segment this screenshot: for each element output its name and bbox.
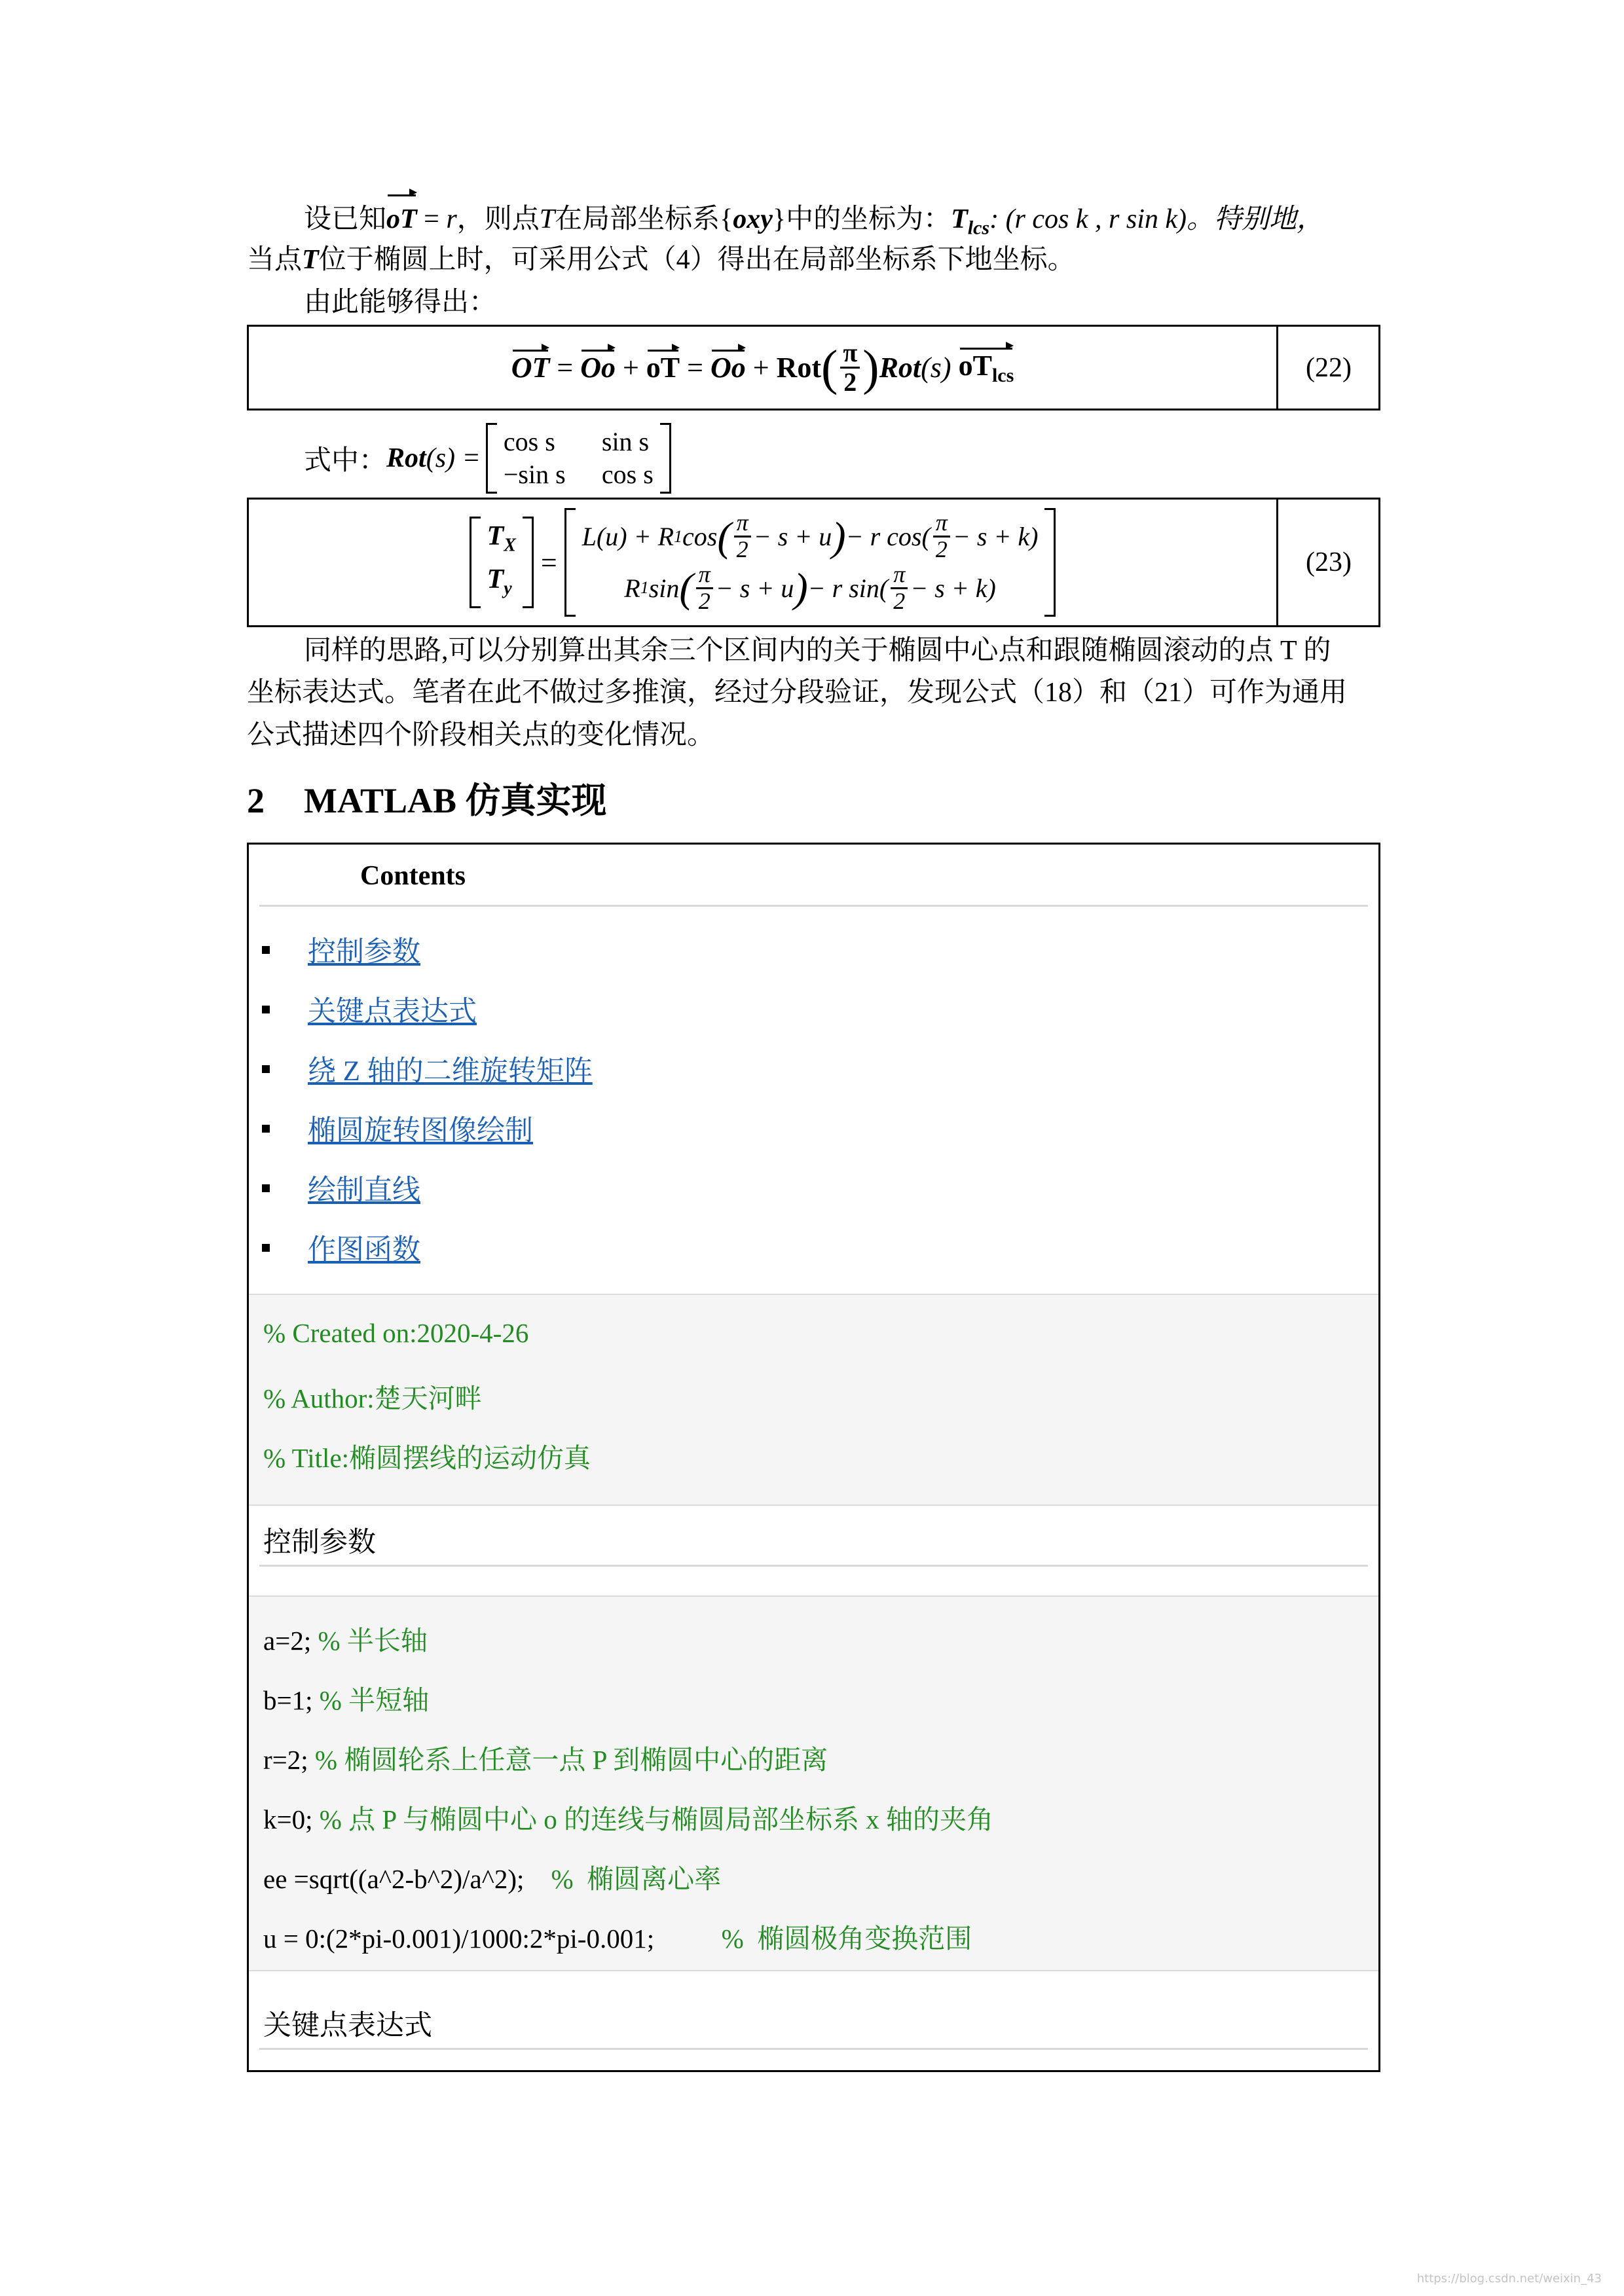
- toc-link[interactable]: 绘制直线: [308, 1175, 420, 1206]
- toc-item[interactable]: [262, 1168, 420, 1208]
- toc-item[interactable]: [262, 1108, 533, 1148]
- toc-link[interactable]: 关键点表达式: [308, 996, 477, 1027]
- equation-22-box: [247, 325, 1380, 410]
- bullet-icon: [262, 1184, 270, 1192]
- code-comment: % Author:楚天河畔: [263, 1383, 482, 1413]
- matlab-code-box: [247, 843, 1380, 2072]
- equation-number: (23): [1306, 547, 1352, 577]
- code-line: k=0; % 点 P 与椭圆中心 o 的连线与椭圆局部坐标系 x 轴的夹角: [263, 1804, 993, 1834]
- equation-22: OT = Oo + oT = Oo + Rot ( $\frac{\pi}{2}$ ) Rot (s) $oT_{lcs}$: [511, 338, 1014, 397]
- code-line: u = 0:(2*pi-0.001)/1000:2*pi-0.001; % 椭圆极角变换范围: [263, 1923, 972, 1954]
- bullet-icon: [262, 1006, 270, 1013]
- toc-link[interactable]: 控制参数: [308, 937, 420, 968]
- code-block: [249, 1595, 1378, 1971]
- code-line: a=2; % 半长轴: [263, 1626, 428, 1656]
- code-block: [249, 1294, 1378, 1506]
- equation-23: $T_X$ $T_y$ = L(u) + R 1 cos ( $\frac{\pi}{2}$ − s + u ) − r cos( $\frac{\pi}{2}$ − s + k) R 1 sin ( $\frac{\pi}{2}$ − s + u ) − r sin( $\frac{\pi}{2}$ − s + k): [249, 500, 1276, 625]
- section-heading: 2 MATLAB 仿真实现: [247, 781, 607, 820]
- toc-item[interactable]: [262, 1049, 593, 1089]
- bullet-icon: [262, 1125, 270, 1133]
- code-comment: % Created on:2020-4-26: [263, 1318, 529, 1348]
- paragraph-line: 设已知oT = r，则点T在局部坐标系{oxy}中的坐标为：$T_{lcs}$: (r cos k , r sin k)。特别地，: [304, 196, 1324, 251]
- paragraph-line: 坐标表达式。笔者在此不做过多推演，经过分段验证，发现公式（18）和（21）可作为通用: [247, 678, 1348, 708]
- watermark: https://blog.csdn.net/weixin_43: [1416, 2272, 1602, 2286]
- code-line: r=2; % 椭圆轮系上任意一点 P 到椭圆中心的距离: [263, 1745, 828, 1775]
- toc-item[interactable]: [262, 1228, 420, 1267]
- bullet-icon: [262, 1065, 270, 1073]
- toc-link[interactable]: 绕 Z 轴的二维旋转矩阵: [308, 1056, 593, 1087]
- code-line: ee =sqrt((a^2-b^2)/a^2); % 椭圆离心率: [263, 1864, 722, 1894]
- paragraph-line: 公式描述四个阶段相关点的变化情况。: [247, 720, 715, 750]
- rotation-matrix-definition: 式中： Rot (s) = cos s sin s −sin s cos s: [304, 423, 671, 494]
- paragraph-line: 当点T位于椭圆上时，可采用公式（4）得出在局部坐标系下地坐标。: [247, 245, 1075, 275]
- code-line: b=1; % 半短轴: [263, 1685, 430, 1715]
- code-section-title: 控制参数: [263, 1527, 376, 1558]
- paragraph-line: 由此能够得出：: [304, 287, 497, 318]
- toc-link[interactable]: 椭圆旋转图像绘制: [308, 1116, 533, 1146]
- toc-item[interactable]: [262, 930, 420, 970]
- code-comment: % Title:椭圆摆线的运动仿真: [263, 1443, 591, 1473]
- equation-number: (22): [1306, 352, 1352, 383]
- toc-link[interactable]: 作图函数: [308, 1235, 420, 1266]
- paragraph-line: 同样的思路,可以分别算出其余三个区间内的关于椭圆中心点和跟随椭圆滚动的点 T 的: [304, 636, 1331, 666]
- bullet-icon: [262, 946, 270, 954]
- code-section-title: 关键点表达式: [263, 2011, 432, 2041]
- bullet-icon: [262, 1244, 270, 1252]
- equation-23-box: [247, 498, 1380, 627]
- contents-title: Contents: [360, 861, 466, 891]
- toc-item[interactable]: [262, 989, 477, 1029]
